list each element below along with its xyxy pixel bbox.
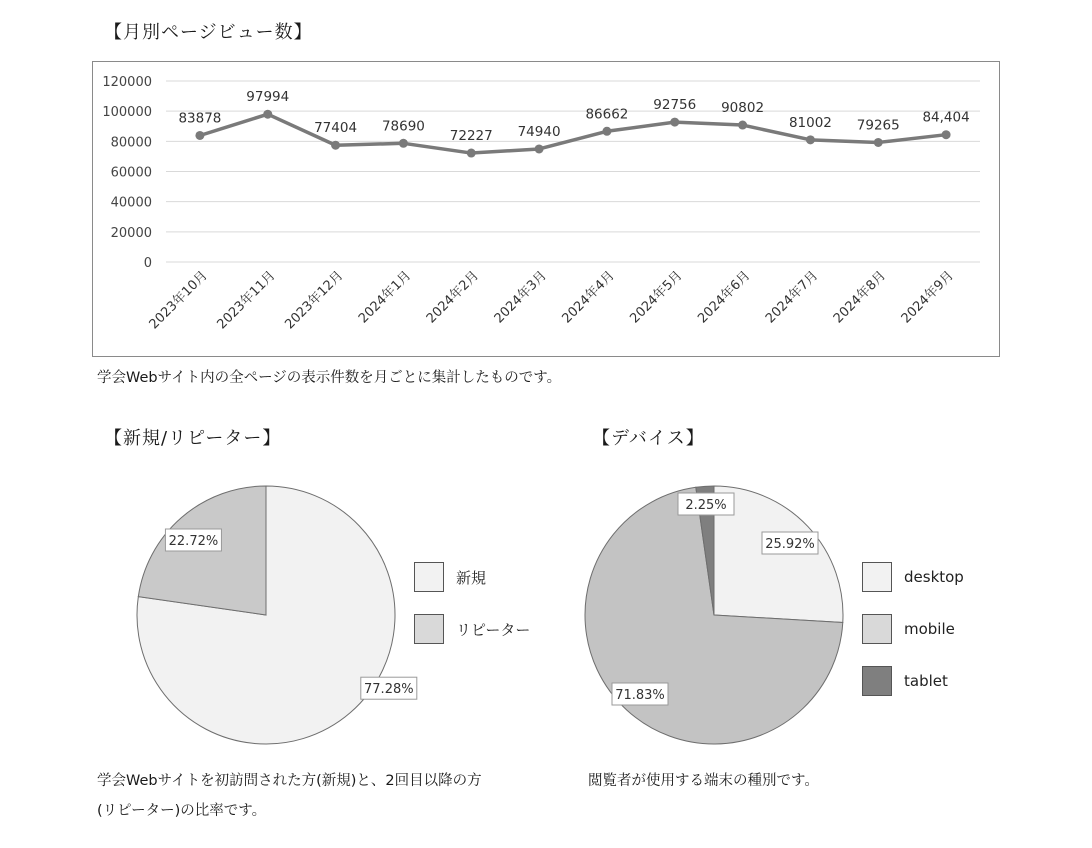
data-label: 92756 [653,97,697,114]
x-tick-label: 2024年9月 [898,268,957,327]
legend-item [414,562,486,592]
data-label: 79265 [856,117,900,134]
data-point [670,118,679,127]
legend-label: 新規 [456,568,487,587]
x-tick-label: 2024年5月 [627,268,686,327]
data-point [874,138,883,147]
series-line [200,114,946,153]
pie-data-label [612,683,668,705]
legend-swatch [862,614,892,644]
legend-label: tablet [904,672,948,690]
x-tick-label: 2023年11月 [214,268,279,333]
pie-label-text: 2.25% [685,498,727,513]
data-label: 72227 [449,128,493,145]
pie-data-label [165,529,221,551]
pie-label-text: 22.72% [168,533,219,549]
visitor-legend [414,562,554,652]
x-tick-label: 2023年10月 [146,268,211,333]
y-tick-label: 60000 [110,165,152,181]
data-point [738,121,747,130]
y-tick-label: 80000 [110,135,152,151]
legend-item [862,614,955,644]
legend-label: mobile [904,620,955,638]
line-chart-frame [92,61,1000,357]
line-chart [93,62,999,356]
data-point [263,110,272,119]
legend-label: リピーター [456,620,531,639]
data-label: 83878 [178,110,222,127]
data-point [399,139,408,148]
y-tick-label: 100000 [102,105,152,121]
data-point [195,131,204,140]
visitor-heading: 【新規/リピーター】 [104,428,282,449]
x-tick-label: 2024年2月 [423,268,483,327]
data-label: 84,404 [922,109,970,126]
data-point [602,127,611,136]
legend-item [862,666,948,696]
data-label: 77404 [314,120,358,137]
x-tick-label: 2023年12月 [282,268,347,333]
x-tick-label: 2024年4月 [559,268,618,327]
pie-data-label [361,677,417,699]
legend-swatch [414,562,444,592]
x-tick-label: 2024年6月 [695,268,754,327]
visitor-caption-line1: 学会Webサイトを初訪問された方(新規)と、2回目以降の方 [97,773,482,789]
data-label: 74940 [517,123,561,140]
pie-data-label [678,493,734,515]
y-tick-label: 0 [143,256,152,271]
pie-label-text: 77.28% [364,682,414,698]
pie-label-text: 71.83% [615,688,665,703]
legend-item [414,614,530,644]
data-point [467,149,476,158]
pie-data-label [762,532,818,554]
data-point [806,135,815,144]
legend-item [862,562,964,592]
visitor-pie-chart [120,470,420,760]
data-label: 86662 [585,106,629,123]
data-point [942,130,951,139]
x-tick-label: 2024年8月 [830,268,890,327]
device-pie-chart [568,470,868,760]
data-point [331,141,340,150]
legend-label: desktop [904,568,964,586]
device-caption: 閲覧者が使用する端末の種別です。 [588,773,819,789]
device-legend [862,562,1002,702]
y-tick-label: 120000 [102,75,152,90]
device-heading: 【デバイス】 [592,428,705,449]
x-tick-label: 2024年3月 [491,268,550,327]
data-label: 97994 [246,89,290,106]
data-label: 90802 [721,100,765,117]
y-tick-label: 40000 [110,195,152,211]
x-tick-label: 2024年1月 [356,268,415,327]
pageview-caption: 学会Webサイト内の全ページの表示件数を月ごとに集計したものです。 [97,370,562,386]
pie-label-text: 25.92% [765,537,815,552]
legend-swatch [862,666,892,696]
pageview-heading: 【月別ページビュー数】 [104,22,313,43]
visitor-caption-line2: (リピーター)の比率です。 [97,803,267,819]
data-label: 81002 [788,114,832,131]
x-tick-label: 2024年7月 [763,268,822,327]
data-label: 78690 [381,118,425,135]
legend-swatch [862,562,892,592]
y-tick-label: 20000 [110,225,152,241]
legend-swatch [414,614,444,644]
data-point [535,144,544,153]
